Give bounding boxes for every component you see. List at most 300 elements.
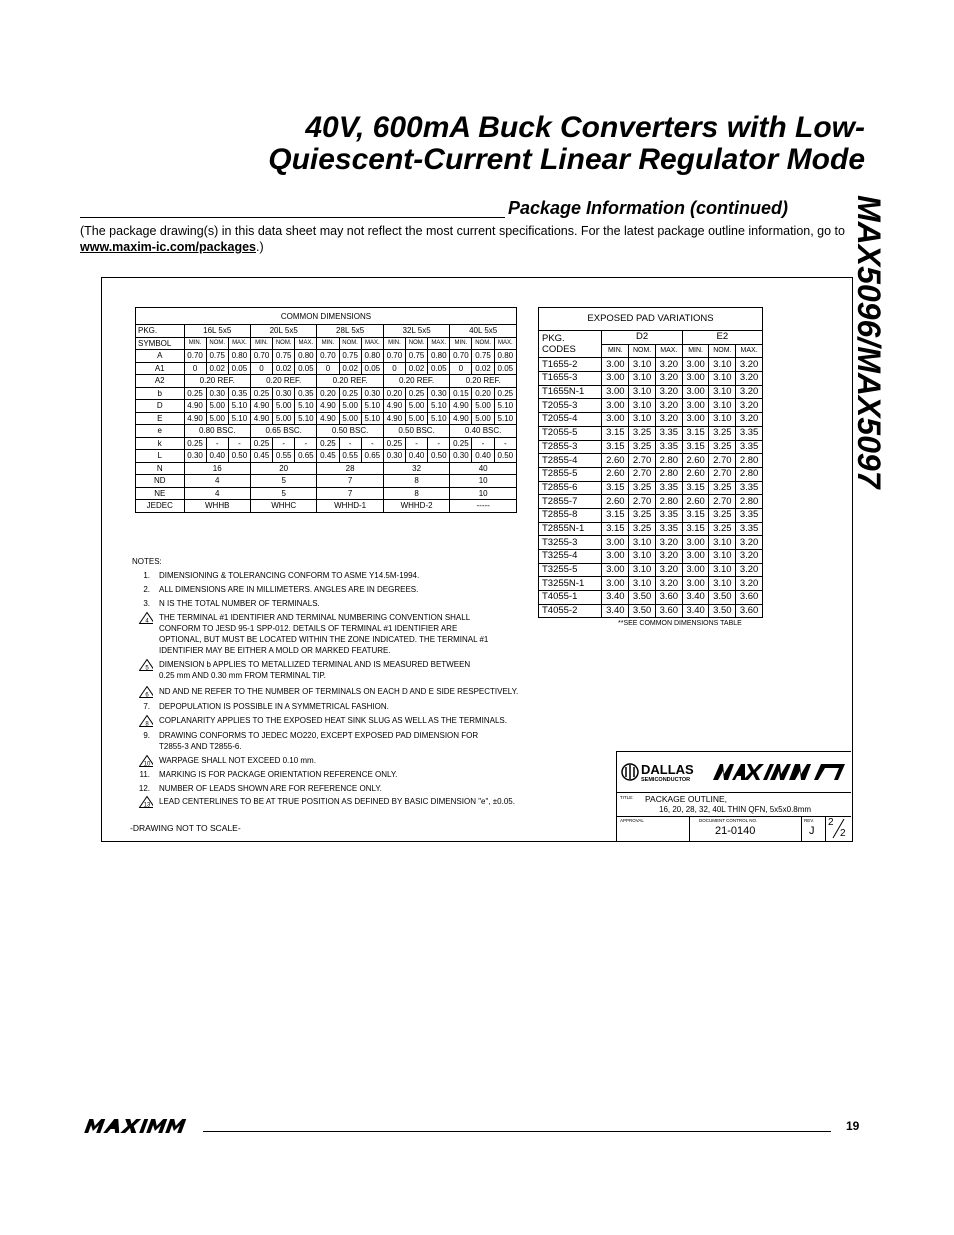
- value-cell: 0.02: [472, 362, 494, 375]
- value-cell: 3.25: [629, 426, 656, 440]
- pkg-codes-label: PKG. CODES: [539, 331, 602, 358]
- table-row: [136, 475, 517, 488]
- value-cell: 3.15: [602, 522, 629, 536]
- delta-note-icon: [139, 755, 153, 767]
- pkg-code-cell: T4055-1: [539, 591, 602, 605]
- pkg-code-cell: T2855-3: [539, 440, 602, 454]
- value-cell: 8: [383, 475, 449, 488]
- value-cell: 3.00: [682, 399, 709, 413]
- subhead: MIN.: [682, 344, 709, 358]
- value-cell: 0.30: [273, 387, 295, 400]
- delta-note-icon: [139, 715, 153, 727]
- subhead: MIN.: [450, 337, 472, 350]
- title-block-logos: [617, 752, 851, 793]
- value-cell: 3.10: [629, 563, 656, 577]
- side-part-number: [851, 195, 916, 535]
- value-cell: 3.10: [709, 358, 736, 372]
- value-cell: 3.20: [655, 550, 682, 564]
- value-cell: 3.25: [709, 426, 736, 440]
- value-cell: 3.25: [629, 522, 656, 536]
- value-cell: 3.20: [655, 413, 682, 427]
- pkg-code-cell: T3255-3: [539, 536, 602, 550]
- pkg-code-cell: T2055-4: [539, 413, 602, 427]
- value-cell: 2.60: [602, 467, 629, 481]
- value-cell: 0.05: [228, 362, 250, 375]
- value-cell: 0.40 BSC.: [450, 425, 517, 438]
- package-header: 16L 5x5: [184, 325, 250, 338]
- value-cell: -: [273, 437, 295, 450]
- value-cell: 0: [184, 362, 206, 375]
- value-cell: 0.50 BSC.: [383, 425, 449, 438]
- value-cell: 5.00: [273, 400, 295, 413]
- note-text: THE TERMINAL #1 IDENTIFIER AND TERMINAL NUMBERING CONVENTION SHALL CONFORM TO JESD 95-1 SPP-012. DETAILS OF TERMINAL #1 IDENTIFIER ARE OPTIONAL, BUT MUST BE LOCATED WITHIN THE ZONE INDICATED. THE TERMINAL #1 IDENTIFIER MAY BE EITHER A MOLD OR MARKED FEATURE.: [159, 613, 489, 655]
- value-cell: 32: [383, 462, 449, 475]
- exposed-pad-table: [538, 307, 763, 618]
- package-subtitle: 16, 20, 28, 32, 40L THIN QFN, 5x5x0.8mm: [659, 805, 812, 814]
- value-cell: 2.80: [655, 495, 682, 509]
- value-cell: 0.40: [206, 450, 228, 463]
- value-cell: 4.90: [317, 412, 339, 425]
- subhead: MAX.: [494, 337, 516, 350]
- title-block-bottom: APPROVAL DOCUMENT CONTROL NO. 21-0140 REV. J 2 2: [617, 816, 851, 841]
- table-row: [539, 454, 763, 468]
- value-cell: 3.50: [629, 604, 656, 618]
- value-cell: 3.10: [709, 399, 736, 413]
- pkg-code-cell: T2855-5: [539, 467, 602, 481]
- table-row: [539, 372, 763, 386]
- value-cell: 3.35: [736, 481, 763, 495]
- pkg-code-cell: T2855-4: [539, 454, 602, 468]
- title-block: [616, 751, 851, 841]
- value-cell: 0.55: [339, 450, 361, 463]
- table-row: [136, 375, 517, 388]
- table-row: [136, 412, 517, 425]
- table-row: [136, 487, 517, 500]
- table-row: [136, 387, 517, 400]
- subhead: NOM.: [709, 344, 736, 358]
- value-cell: 0.50 BSC.: [317, 425, 383, 438]
- subhead: MIN.: [250, 337, 272, 350]
- value-cell: WHHD-2: [383, 500, 449, 513]
- note-number: 11.: [139, 770, 150, 779]
- value-cell: 4.90: [317, 400, 339, 413]
- subhead: MAX.: [228, 337, 250, 350]
- value-cell: 5.10: [428, 412, 450, 425]
- pkg-code-cell: T2855-6: [539, 481, 602, 495]
- value-cell: 0.20 REF.: [184, 375, 250, 388]
- value-cell: 3.00: [602, 385, 629, 399]
- delta-note-icon: [139, 796, 153, 808]
- delta-note-icon: [139, 612, 153, 624]
- value-cell: 2.60: [602, 454, 629, 468]
- note-number: 9.: [143, 731, 150, 740]
- value-cell: 3.20: [736, 399, 763, 413]
- value-cell: 0.30: [428, 387, 450, 400]
- value-cell: 0.02: [339, 362, 361, 375]
- subhead: MIN.: [184, 337, 206, 350]
- pkg-code-cell: T4055-2: [539, 604, 602, 618]
- value-cell: 0.75: [405, 350, 427, 363]
- value-cell: 2.80: [655, 454, 682, 468]
- value-cell: 0.80: [295, 350, 317, 363]
- pkg-code-cell: T1655-2: [539, 358, 602, 372]
- value-cell: 4.90: [250, 412, 272, 425]
- value-cell: 2.80: [736, 454, 763, 468]
- value-cell: 3.25: [709, 481, 736, 495]
- pkg-code-cell: T2855N-1: [539, 522, 602, 536]
- note-text: DIMENSION b APPLIES TO METALLIZED TERMINAL AND IS MEASURED BETWEEN 0.25 mm AND 0.30 mm FROM TERMINAL TIP.: [159, 660, 471, 680]
- symbol-cell: A: [136, 350, 185, 363]
- note-text: WARPAGE SHALL NOT EXCEED 0.10 mm.: [159, 756, 316, 765]
- value-cell: 3.35: [655, 426, 682, 440]
- dallas-text: DALLAS: [641, 762, 694, 777]
- intro-paragraph: (The package drawing(s) in this data sheet may not reflect the most current specifications. For the latest package outline information, go to www.maxim-ic.com/packages.): [80, 224, 845, 254]
- value-cell: 2.70: [629, 454, 656, 468]
- value-cell: 3.40: [682, 604, 709, 618]
- table-row: [539, 495, 763, 509]
- pkg-code-cell: T2855-7: [539, 495, 602, 509]
- page-title: [120, 112, 865, 176]
- value-cell: 5.00: [206, 412, 228, 425]
- table-row: [136, 350, 517, 363]
- value-cell: 0.25: [184, 437, 206, 450]
- package-header: 32L 5x5: [383, 325, 449, 338]
- symbol-cell: L: [136, 450, 185, 463]
- subhead: MIN.: [602, 344, 629, 358]
- value-cell: 0.05: [494, 362, 516, 375]
- svg-text:6: 6: [145, 692, 149, 698]
- value-cell: 3.00: [602, 358, 629, 372]
- value-cell: 0.80: [494, 350, 516, 363]
- value-cell: 5: [250, 487, 316, 500]
- value-cell: 2.80: [736, 467, 763, 481]
- value-cell: 0.25: [405, 387, 427, 400]
- value-cell: 5: [250, 475, 316, 488]
- value-cell: 3.60: [655, 604, 682, 618]
- dallas-logo-icon: [622, 764, 638, 780]
- value-cell: 0: [383, 362, 405, 375]
- value-cell: 2.60: [602, 495, 629, 509]
- value-cell: 3.20: [655, 536, 682, 550]
- maxim-footer-logo-icon: [82, 1117, 194, 1135]
- value-cell: 5.00: [472, 400, 494, 413]
- value-cell: 3.20: [736, 577, 763, 591]
- value-cell: 4.90: [250, 400, 272, 413]
- subhead: NOM.: [405, 337, 427, 350]
- value-cell: 3.40: [682, 591, 709, 605]
- value-cell: 0.25: [317, 437, 339, 450]
- value-cell: 3.10: [629, 399, 656, 413]
- revision: J: [809, 825, 815, 837]
- value-cell: 3.35: [736, 440, 763, 454]
- value-cell: 0.75: [206, 350, 228, 363]
- value-cell: 3.50: [709, 604, 736, 618]
- value-cell: 0.20: [472, 387, 494, 400]
- value-cell: 3.10: [709, 550, 736, 564]
- value-cell: 3.15: [682, 440, 709, 454]
- value-cell: 3.20: [655, 563, 682, 577]
- common-subhead-row: [136, 337, 517, 350]
- symbol-cell: D: [136, 400, 185, 413]
- symbol-cell: A2: [136, 375, 185, 388]
- value-cell: 3.15: [602, 508, 629, 522]
- value-cell: 3.60: [736, 591, 763, 605]
- value-cell: 0.75: [472, 350, 494, 363]
- common-dimensions-table: [135, 307, 517, 513]
- maxim-logo-icon: [713, 764, 845, 780]
- value-cell: 3.15: [682, 522, 709, 536]
- subhead: NOM.: [273, 337, 295, 350]
- value-cell: 0.70: [317, 350, 339, 363]
- value-cell: 20: [250, 462, 316, 475]
- value-cell: 3.10: [709, 577, 736, 591]
- title-line-2: Quiescent-Current Linear Regulator Mode: [268, 143, 865, 176]
- value-cell: 3.25: [629, 481, 656, 495]
- table-row: [539, 577, 763, 591]
- note-number: 1.: [143, 571, 150, 580]
- svg-text:10: 10: [143, 761, 151, 767]
- value-cell: -: [206, 437, 228, 450]
- value-cell: 2.70: [709, 467, 736, 481]
- e2-header: E2: [682, 331, 762, 345]
- common-package-row: [136, 325, 517, 338]
- note-text: ALL DIMENSIONS ARE IN MILLIMETERS. ANGLES ARE IN DEGREES.: [159, 585, 419, 594]
- symbol-cell: NE: [136, 487, 185, 500]
- value-cell: 3.10: [709, 372, 736, 386]
- value-cell: 2.80: [736, 495, 763, 509]
- value-cell: 3.10: [709, 563, 736, 577]
- value-cell: WHHD-1: [317, 500, 383, 513]
- value-cell: 0.65: [295, 450, 317, 463]
- semiconductor-text: SEMICONDUCTOR: [641, 777, 691, 783]
- value-cell: 0.65: [361, 450, 383, 463]
- value-cell: 5.10: [228, 412, 250, 425]
- value-cell: -: [428, 437, 450, 450]
- subhead: NOM.: [629, 344, 656, 358]
- common-title-row: [136, 308, 517, 325]
- subhead: MAX.: [361, 337, 383, 350]
- value-cell: 3.00: [602, 550, 629, 564]
- value-cell: 3.15: [682, 481, 709, 495]
- value-cell: 3.35: [655, 481, 682, 495]
- value-cell: 3.00: [602, 563, 629, 577]
- sheet-number: 2 2: [825, 816, 851, 841]
- value-cell: 4.90: [184, 412, 206, 425]
- note-text: DIMENSIONING & TOLERANCING CONFORM TO ASME Y14.5M-1994.: [159, 571, 420, 580]
- value-cell: 5.10: [228, 400, 250, 413]
- value-cell: 5.10: [494, 400, 516, 413]
- value-cell: 3.15: [682, 426, 709, 440]
- value-cell: 3.10: [629, 577, 656, 591]
- symbol-cell: b: [136, 387, 185, 400]
- value-cell: 28: [317, 462, 383, 475]
- value-cell: -: [339, 437, 361, 450]
- value-cell: 7: [317, 487, 383, 500]
- value-cell: 0.70: [383, 350, 405, 363]
- value-cell: 0.35: [228, 387, 250, 400]
- pkg-code-cell: T2855-8: [539, 508, 602, 522]
- value-cell: 0.55: [273, 450, 295, 463]
- value-cell: 3.25: [709, 508, 736, 522]
- value-cell: -: [494, 437, 516, 450]
- value-cell: 0.25: [184, 387, 206, 400]
- value-cell: 3.35: [736, 522, 763, 536]
- value-cell: 3.00: [682, 536, 709, 550]
- table-row: [539, 399, 763, 413]
- packages-link[interactable]: www.maxim-ic.com/packages: [80, 240, 257, 254]
- value-cell: 2.60: [682, 454, 709, 468]
- value-cell: 3.35: [655, 508, 682, 522]
- value-cell: 2.70: [709, 495, 736, 509]
- pkg-code-cell: T3255-5: [539, 563, 602, 577]
- value-cell: 5.10: [428, 400, 450, 413]
- value-cell: 3.10: [709, 536, 736, 550]
- delta-note-icon: [139, 659, 153, 671]
- value-cell: 0.02: [273, 362, 295, 375]
- value-cell: 3.20: [655, 372, 682, 386]
- symbol-cell: e: [136, 425, 185, 438]
- value-cell: 0.20 REF.: [450, 375, 517, 388]
- value-cell: 5.00: [206, 400, 228, 413]
- value-cell: 0.25: [339, 387, 361, 400]
- table-row: [539, 481, 763, 495]
- value-cell: 0.20: [317, 387, 339, 400]
- table-row: [136, 462, 517, 475]
- value-cell: 5.00: [405, 412, 427, 425]
- document-number: 21-0140: [715, 825, 756, 837]
- table-row: [539, 426, 763, 440]
- symbol-cell: k: [136, 437, 185, 450]
- value-cell: 5.00: [339, 400, 361, 413]
- exposed-title: EXPOSED PAD VARIATIONS: [539, 308, 763, 331]
- value-cell: 0.20 REF.: [317, 375, 383, 388]
- value-cell: 3.35: [736, 508, 763, 522]
- value-cell: 5.00: [405, 400, 427, 413]
- value-cell: 3.10: [709, 413, 736, 427]
- pkg-code-cell: T2055-5: [539, 426, 602, 440]
- svg-text:5: 5: [145, 665, 149, 671]
- table-row: [539, 358, 763, 372]
- note-number: 2.: [143, 585, 150, 594]
- value-cell: 0.75: [273, 350, 295, 363]
- value-cell: 0.70: [184, 350, 206, 363]
- value-cell: 0.25: [494, 387, 516, 400]
- note-text: DEPOPULATION IS POSSIBLE IN A SYMMETRICAL FASHION.: [159, 702, 389, 711]
- value-cell: 3.10: [629, 413, 656, 427]
- value-cell: 0.70: [250, 350, 272, 363]
- value-cell: 3.00: [682, 385, 709, 399]
- value-cell: 0.05: [361, 362, 383, 375]
- value-cell: 0.80: [428, 350, 450, 363]
- pkg-code-cell: T1655N-1: [539, 385, 602, 399]
- value-cell: 3.20: [736, 536, 763, 550]
- table-row: [539, 413, 763, 427]
- symbol-cell: N: [136, 462, 185, 475]
- svg-text:MAXIM: MAXIM: [82, 1117, 86, 1118]
- value-cell: 0.80 BSC.: [184, 425, 250, 438]
- value-cell: 5.10: [494, 412, 516, 425]
- value-cell: 0.45: [317, 450, 339, 463]
- package-header: 20L 5x5: [250, 325, 316, 338]
- value-cell: 2.80: [655, 467, 682, 481]
- note-text: NUMBER OF LEADS SHOWN ARE FOR REFERENCE ONLY.: [159, 784, 382, 793]
- subhead: MIN.: [317, 337, 339, 350]
- sheet-slash-icon: [825, 816, 851, 841]
- value-cell: 0.50: [428, 450, 450, 463]
- value-cell: 3.15: [682, 508, 709, 522]
- not-to-scale-note: -DRAWING NOT TO SCALE-: [130, 823, 241, 833]
- value-cell: 3.40: [602, 604, 629, 618]
- value-cell: 10: [450, 475, 517, 488]
- note-number: 3.: [143, 599, 150, 608]
- title-line-1: 40V, 600mA Buck Converters with Low-: [305, 111, 865, 144]
- table-row: [539, 604, 763, 618]
- value-cell: -----: [450, 500, 517, 513]
- value-cell: 5.00: [339, 412, 361, 425]
- symbol-cell: ND: [136, 475, 185, 488]
- value-cell: 3.25: [629, 508, 656, 522]
- section-rule: [80, 217, 505, 218]
- value-cell: 3.20: [736, 563, 763, 577]
- value-cell: 0.80: [228, 350, 250, 363]
- value-cell: 3.10: [629, 358, 656, 372]
- exposed-title-row: [539, 308, 763, 331]
- value-cell: 0.02: [206, 362, 228, 375]
- value-cell: 0: [450, 362, 472, 375]
- value-cell: 10: [450, 487, 517, 500]
- value-cell: 4: [184, 475, 250, 488]
- note-text: MARKING IS FOR PACKAGE ORIENTATION REFERENCE ONLY.: [159, 770, 398, 779]
- value-cell: 3.00: [682, 550, 709, 564]
- subhead: NOM.: [472, 337, 494, 350]
- value-cell: 0: [317, 362, 339, 375]
- section-title: Package Information (continued): [508, 198, 789, 218]
- value-cell: 5.10: [361, 400, 383, 413]
- value-cell: 2.70: [629, 467, 656, 481]
- value-cell: 0.65 BSC.: [250, 425, 316, 438]
- value-cell: 5.00: [472, 412, 494, 425]
- value-cell: 0.30: [450, 450, 472, 463]
- value-cell: 3.20: [736, 372, 763, 386]
- value-cell: 3.20: [655, 577, 682, 591]
- value-cell: 3.00: [602, 577, 629, 591]
- value-cell: 40: [450, 462, 517, 475]
- value-cell: 3.20: [655, 399, 682, 413]
- value-cell: -: [228, 437, 250, 450]
- value-cell: 3.50: [709, 591, 736, 605]
- table-row: [539, 550, 763, 564]
- value-cell: 0.45: [250, 450, 272, 463]
- value-cell: -: [405, 437, 427, 450]
- value-cell: 3.20: [736, 358, 763, 372]
- value-cell: 0.50: [228, 450, 250, 463]
- value-cell: 16: [184, 462, 250, 475]
- footer-rule: [203, 1131, 831, 1132]
- table-row: [539, 522, 763, 536]
- table-row: [136, 362, 517, 375]
- note-text: ND AND NE REFER TO THE NUMBER OF TERMINALS ON EACH D AND E SIDE RESPECTIVELY.: [159, 687, 519, 696]
- table-row: [136, 400, 517, 413]
- table-row: [136, 500, 517, 513]
- table-row: [539, 591, 763, 605]
- value-cell: 4.90: [184, 400, 206, 413]
- table-row: [539, 563, 763, 577]
- value-cell: 2.70: [709, 454, 736, 468]
- value-cell: 3.00: [602, 372, 629, 386]
- value-cell: 4.90: [450, 400, 472, 413]
- subhead: NOM.: [339, 337, 361, 350]
- symbol-cell: JEDEC: [136, 500, 185, 513]
